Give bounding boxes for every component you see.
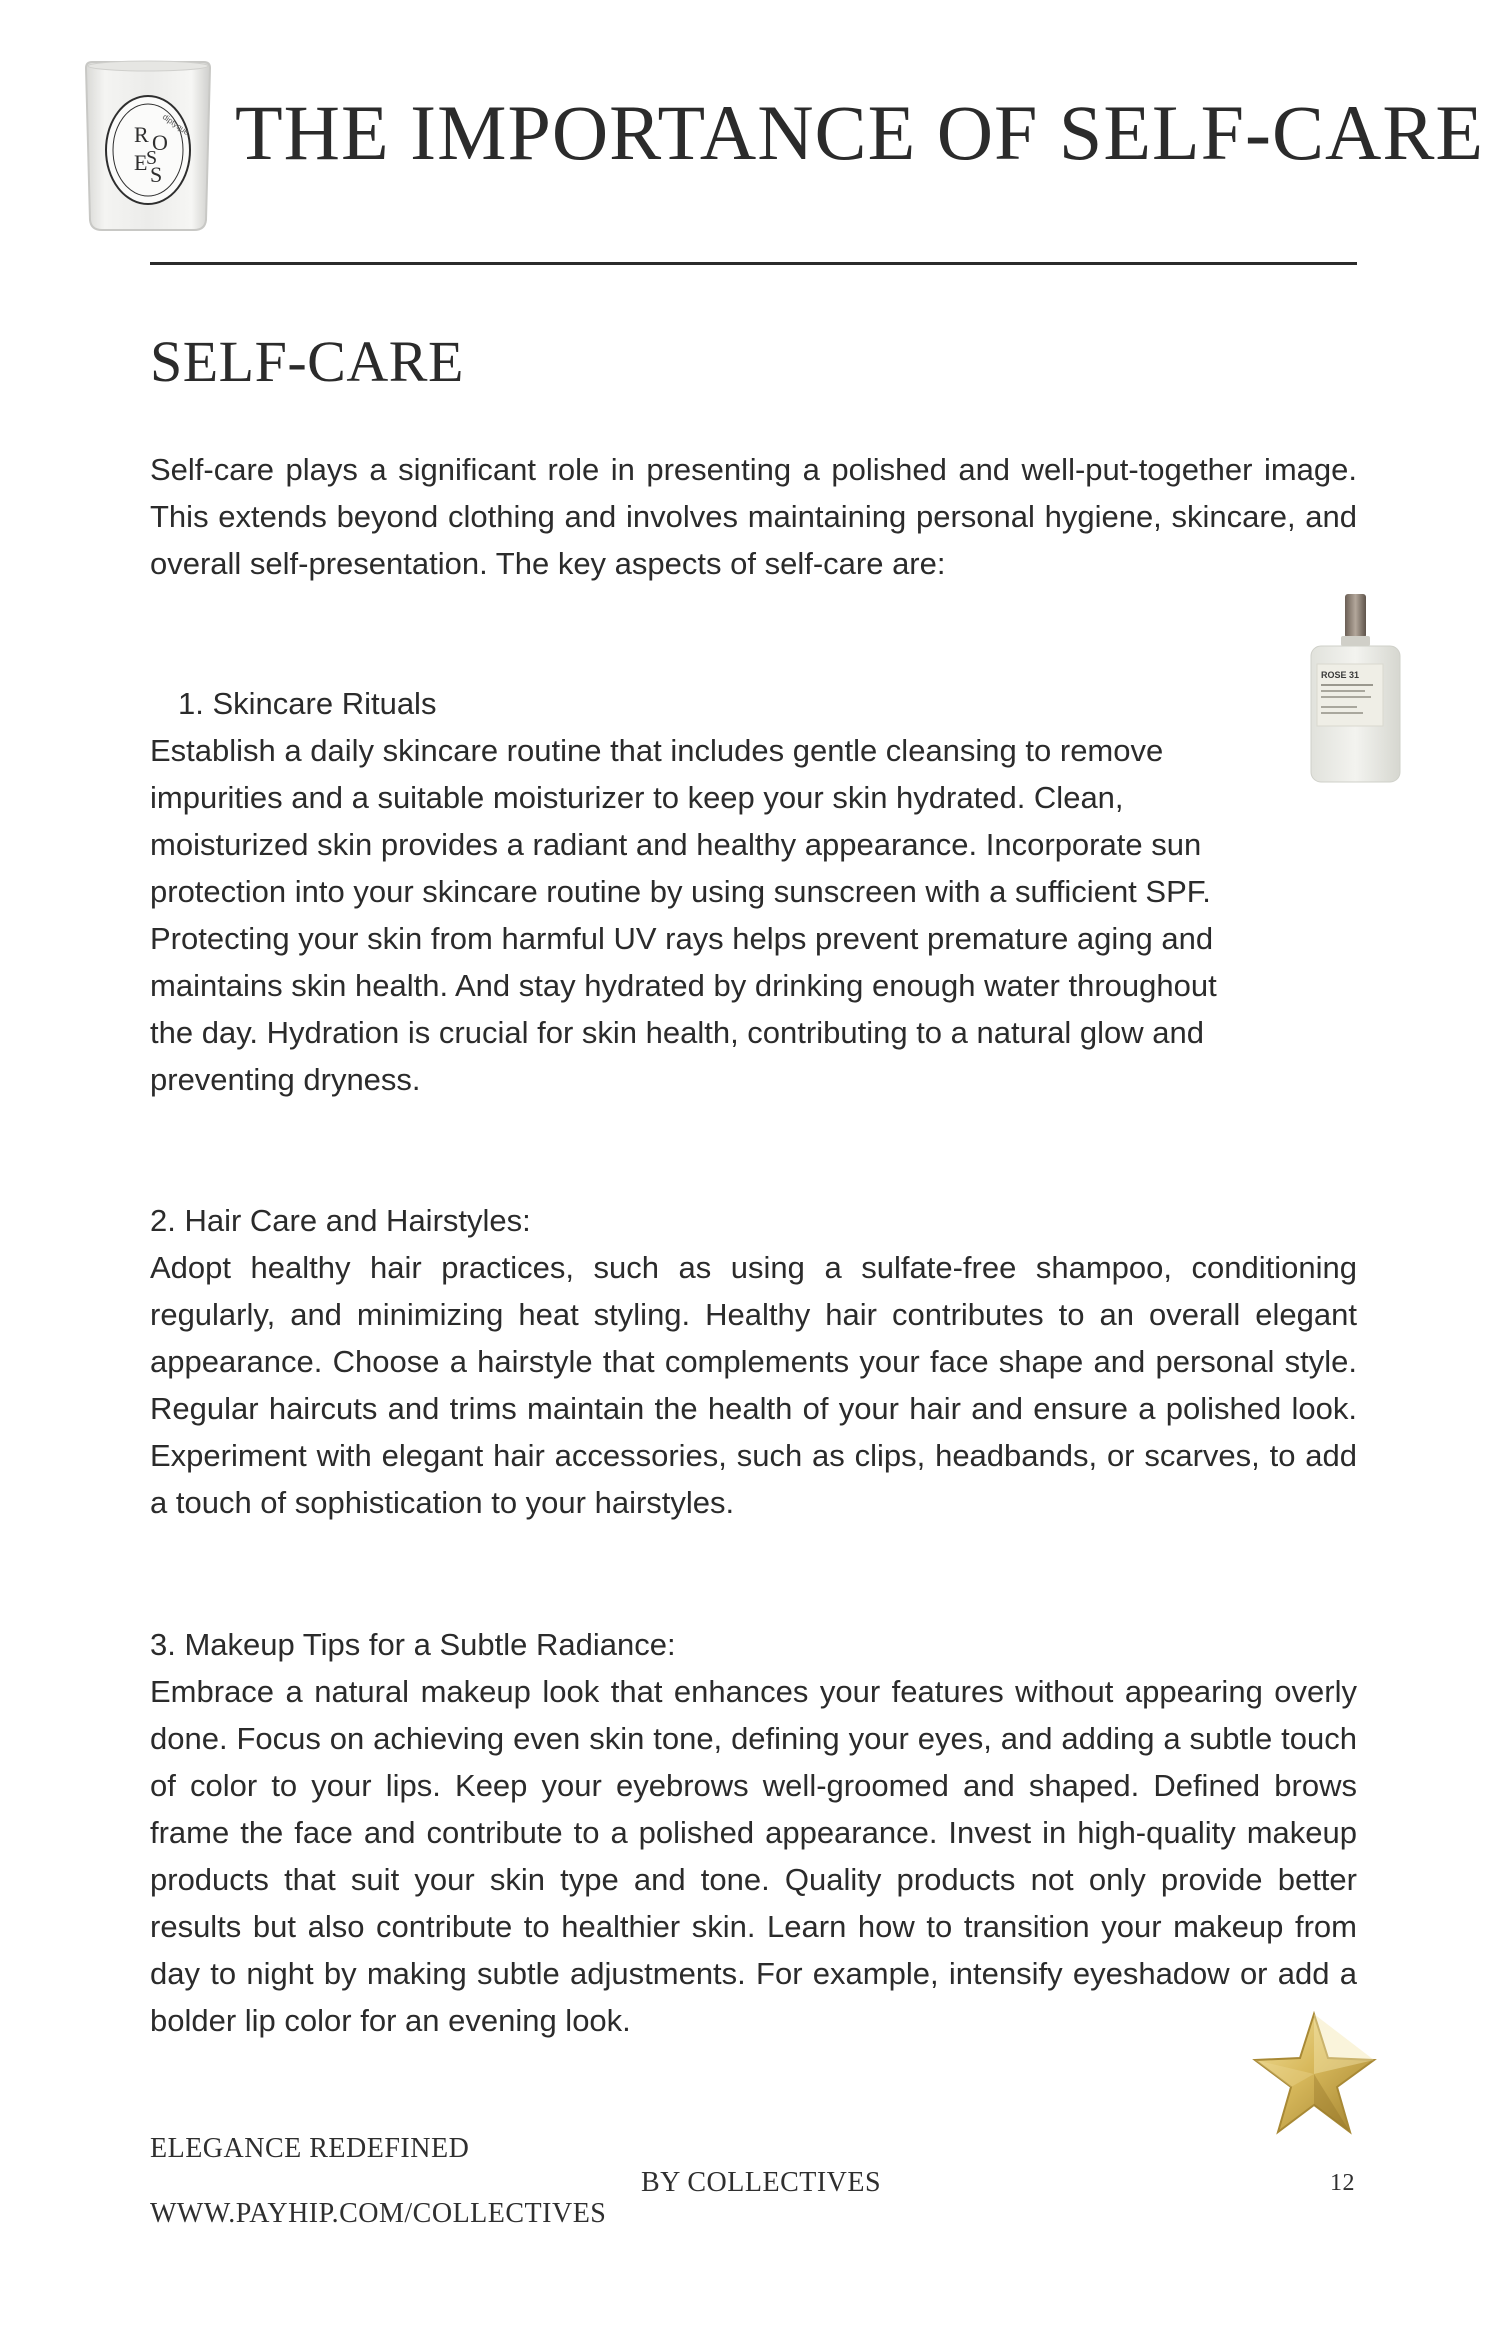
svg-text:O: O: [152, 130, 168, 155]
gold-star-ornament: [1252, 2010, 1377, 2138]
item-title: 3. Makeup Tips for a Subtle Radiance:: [150, 1627, 676, 1662]
perfume-bottle-image: [1303, 590, 1408, 790]
skincare-section: [150, 680, 1250, 1103]
makeup-section: [150, 1621, 1357, 2044]
footer-brand: ELEGANCE REDEFINED: [150, 2133, 470, 2164]
hair-care-section: [150, 1197, 1357, 1526]
page-title: THE IMPORTANCE OF SELF-CARE: [235, 89, 1484, 176]
footer-by-line: BY COLLECTIVES: [641, 2167, 882, 2198]
svg-text:S: S: [146, 147, 158, 169]
item-body: Adopt healthy hair practices, such as using a sulfate-free shampoo, conditioning regularly, and minimizing heat styling. Healthy hair contributes to an overall elegant appearance. Choose a hairstyle that complements your face shape and personal style. Regular haircuts and trims maintain the health of your hair and ensure a polished look. Experiment with elegant hair accessories, such as clips, headbands, or scarves, to add a touch of sophistication to your hairstyles.: [150, 1250, 1357, 1520]
title-divider: [150, 262, 1357, 265]
item-title: 1. Skincare Rituals: [178, 686, 437, 721]
item-body: Establish a daily skincare routine that includes gentle cleansing to remove impurities and a suitable moisturizer to keep your skin hydrated. Clean, moisturized skin provides a radiant and healthy appearance. Incorporate sun protection into your skincare routine by using sunscreen with a sufficient SPF. Protecting your skin from harmful UV rays helps prevent premature aging and maintains skin health. And stay hydrated by drinking enough water throughout the day. Hydration is crucial for skin health, contributing to a natural glow and preventing dryness.: [150, 733, 1217, 1097]
item-title: 2. Hair Care and Hairstyles:: [150, 1203, 531, 1238]
roses-candle-image: [78, 58, 218, 236]
candle-label-text: R: [134, 122, 149, 147]
item-body: Embrace a natural makeup look that enhances your features without appearing overly done. Focus on achieving even skin tone, defining your eyes, and adding a subtle touch of color to your lips. Keep your eyebrows well-groomed and shaped. Defined brows frame the face and contribute to a polished appearance. Invest in high-quality makeup products that suit your skin type and tone. Quality products not only provide better results but also contribute to healthier skin. Learn how to transition your makeup from day to night by making subtle adjustments. For example, intensify eyeshadow or add a bolder lip color for an evening look.: [150, 1674, 1357, 2038]
intro-paragraph: Self-care plays a significant role in presenting a polished and well-put-together image. This extends beyond clothing and involves maintaining personal hygiene, skincare, and overall self-presentation. The key aspects of self-care are:: [150, 452, 1357, 581]
page-number: 12: [1330, 2170, 1355, 2196]
perfume-label-text: ROSE 31: [1321, 670, 1360, 680]
svg-text:S: S: [150, 162, 163, 187]
footer-url: WWW.PAYHIP.COM/COLLECTIVES: [150, 2198, 607, 2229]
section-heading: SELF-CARE: [150, 329, 464, 394]
svg-text:diptyque: diptyque: [160, 112, 191, 137]
svg-text:E: E: [134, 150, 148, 175]
